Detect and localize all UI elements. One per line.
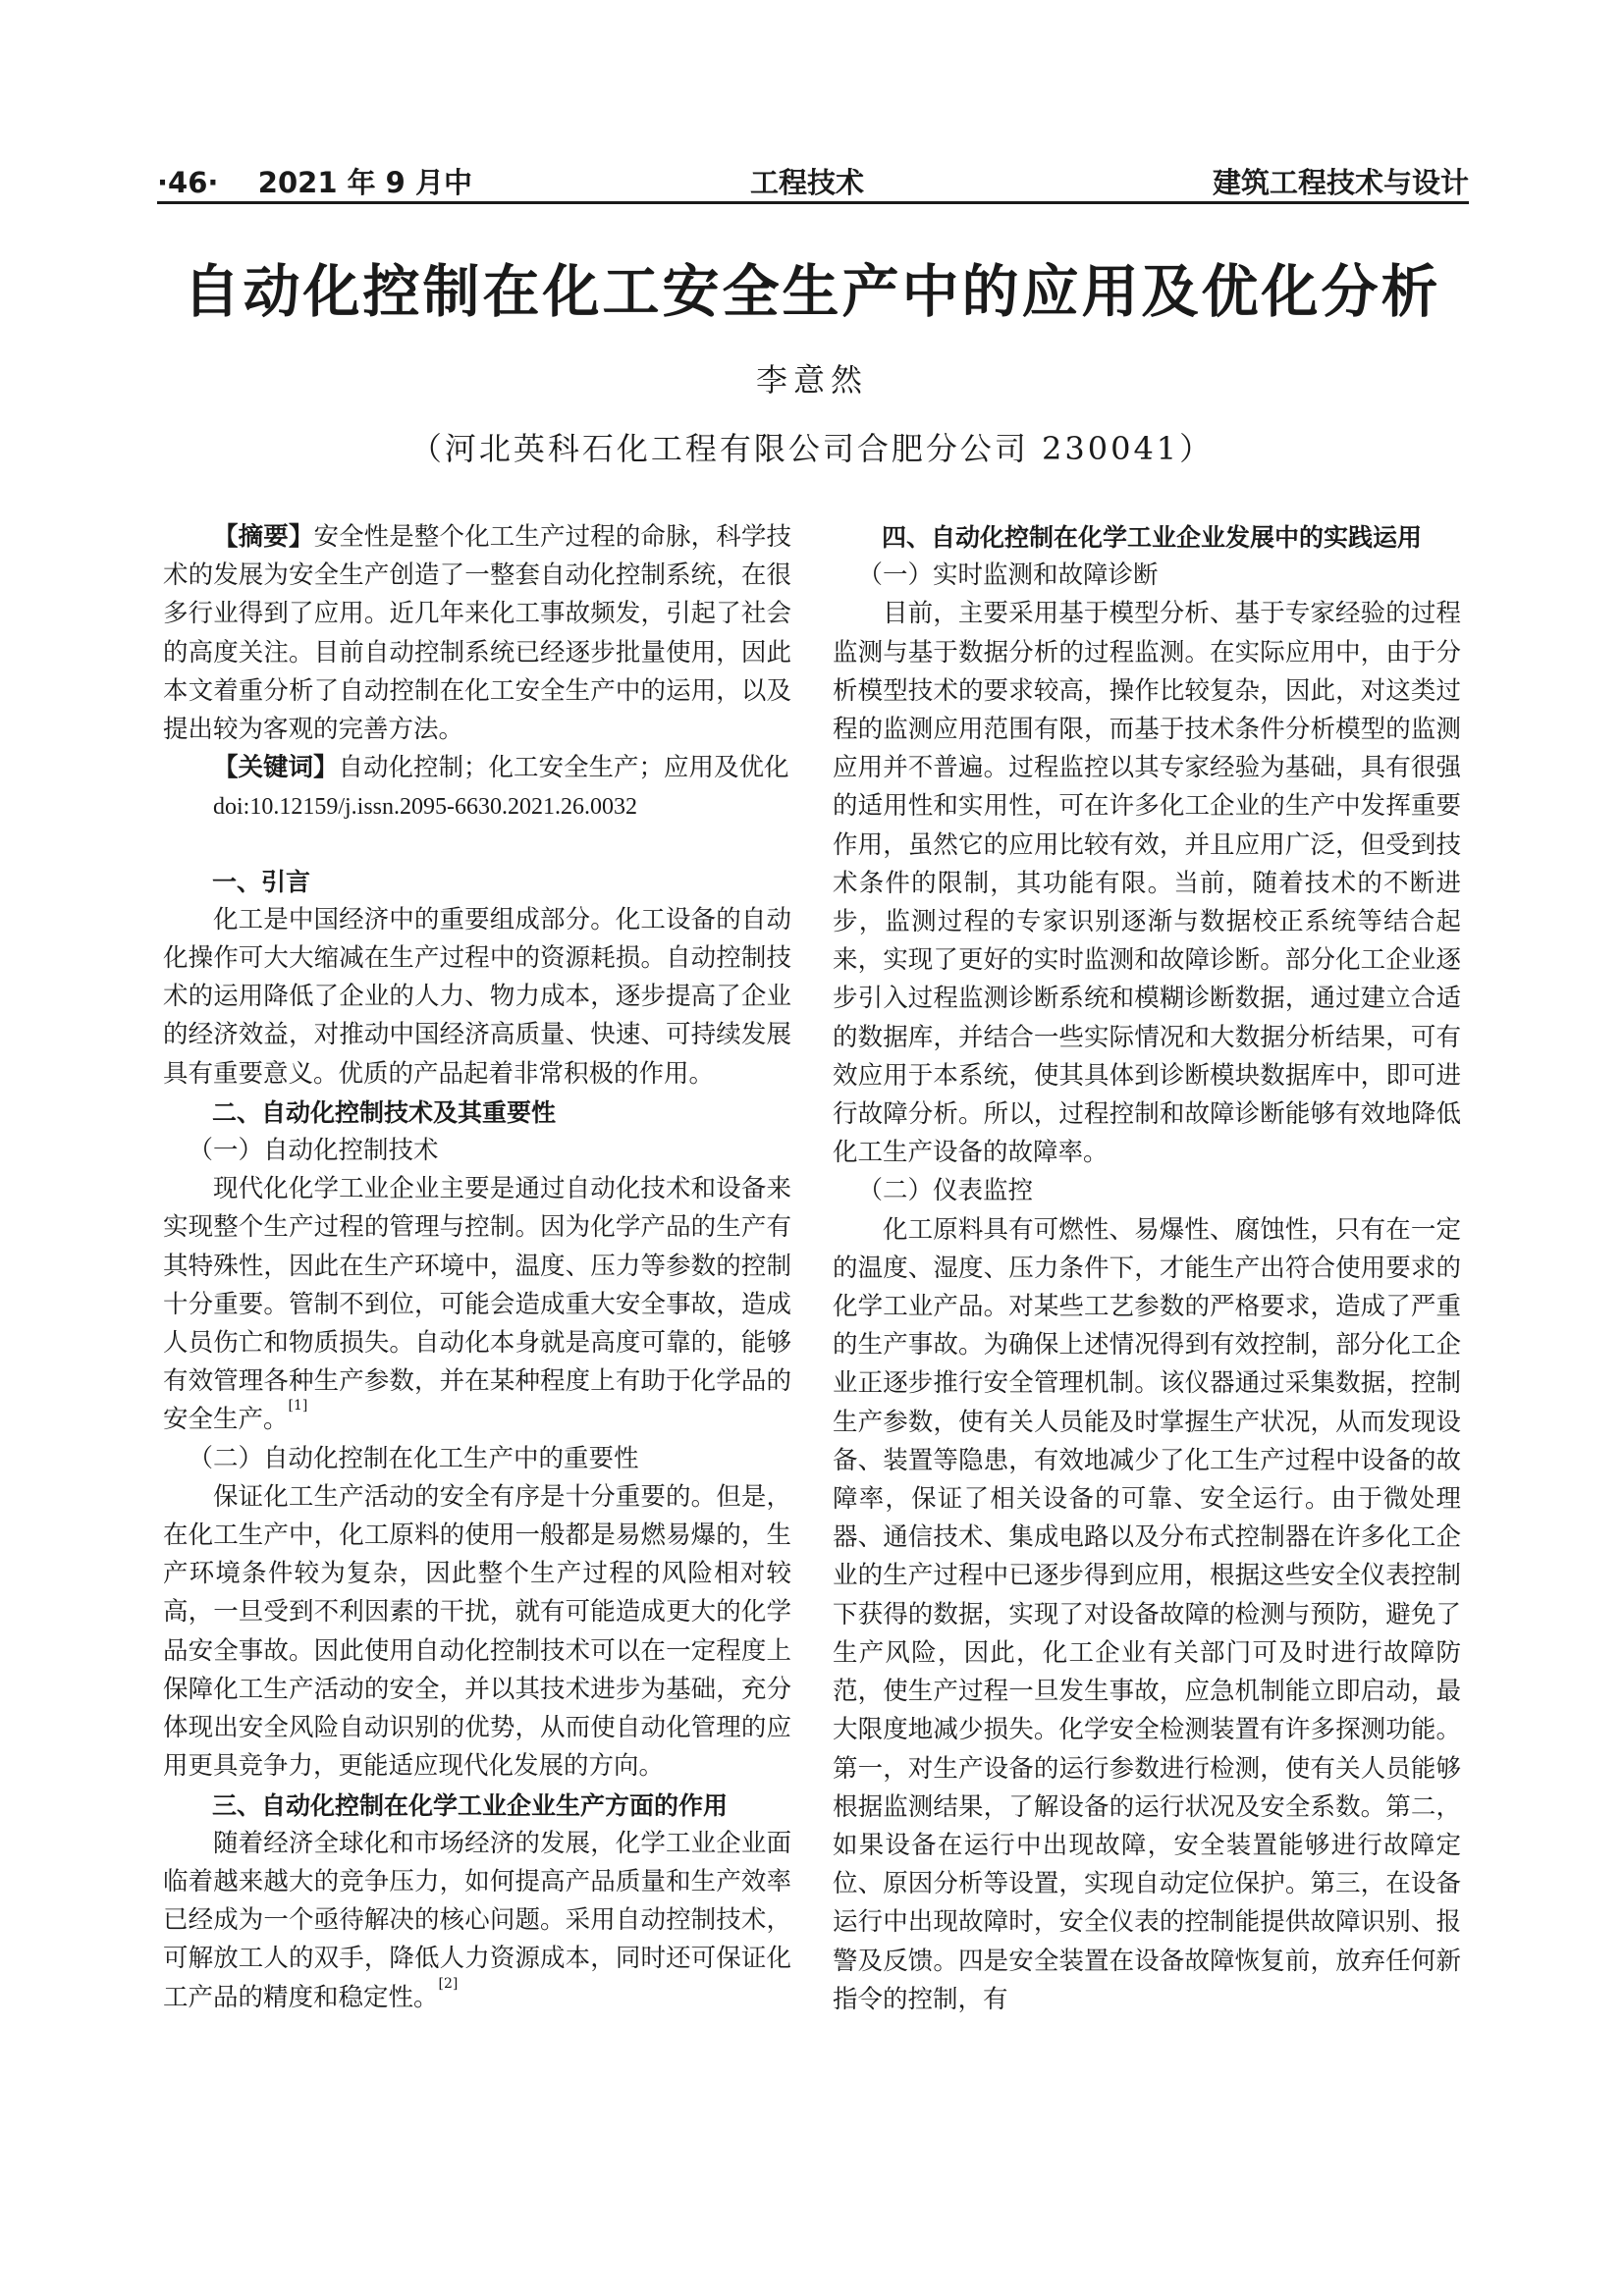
subsection-heading: （二）自动化控制在化工生产中的重要性 <box>188 1443 639 1473</box>
reference-marker: [2] <box>438 1975 459 1992</box>
section-name: 工程技术 <box>750 166 865 199</box>
section-heading-2: 二、自动化控制技术及其重要性 <box>212 1097 557 1127</box>
article-title: 自动化控制在化工安全生产中的应用及优化分析 <box>183 258 1441 325</box>
page-number-and-date <box>157 161 472 201</box>
issue-date: 2021 年 9 月中 <box>257 166 472 199</box>
section-heading-4: 四、自动化控制在化学工业企业发展中的实践运用 <box>882 523 1423 552</box>
author-name: 李意然 <box>755 361 868 399</box>
left-column <box>163 518 791 2017</box>
journal-name: 建筑工程技术与设计 <box>1212 166 1469 199</box>
running-header <box>157 155 1469 204</box>
right-column <box>833 518 1461 2019</box>
paragraph: 化工是中国经济中的重要组成部分。化工设备的自动化操作可大大缩减在生产过程中的资源耗损。自动控制技术的运用降低了企业的人力、物力成本，逐步提高了企业的经济效益，对推动中国经济高质量、快速、可持续发展具有重要意义。优质的产品起着非常积极的作用。 <box>163 904 791 1089</box>
keywords-text: 自动化控制；化工安全生产；应用及优化 <box>338 753 789 783</box>
header-rule <box>157 201 1469 204</box>
subsection-heading: （二）仪表监控 <box>857 1176 1034 1206</box>
subsection-heading: （一）自动化控制技术 <box>188 1136 439 1166</box>
abstract-label: 【摘要】 <box>213 522 314 552</box>
paragraph: 化工原料具有可燃性、易爆性、腐蚀性，只有在一定的温度、湿度、压力条件下，才能生产出符合使用要求的化学工业产品。对某些工艺参数的严格要求，造成了严重的生产事故。为确保上述情况得到有效控制，部分化工企业正逐步推行安全管理机制。该仪器通过采集数据，控制生产参数，使有关人员能及时掌握生产状况，从而发现设备、装置等隐患，有效地减少了化工生产过程中设备的故障率，保证了相关设备的可靠、安全运行。由于微处理器、通信技术、集成电路以及分布式控制器在许多化工企业的生产过程中已逐步得到应用，根据这些安全仪表控制下获得的数据，实现了对设备故障的检测与预防，避免了生产风险，因此，化工企业有关部门可及时进行故障防范，使生产过程一旦发生事故，应急机制能立即启动，最大限度地减少损失。化学安全检测装置有许多探测功能。第一，对生产设备的运行参数进行检测，使有关人员能够根据监测结果，了解设备的运行状况及安全系数。第二，如果设备在运行中出现故障，安全装置能够进行故障定位、原因分析等设置，实现自动定位保护。第三，在设备运行中出现故障时，安全仪表的控制能提供故障识别、报警及反馈。四是安全装置在设备故障恢复前，放弃任何新指令的控制，有 <box>833 1214 1461 2014</box>
page-number: ·46· <box>157 166 219 199</box>
section-heading-1: 一、引言 <box>212 867 311 896</box>
paragraph: 目前，主要采用基于模型分析、基于专家经验的过程监测与基于数据分析的过程监测。在实际应用中，由于分析模型技术的要求较高，操作比较复杂，因此，对这类过程的监测应用范围有限，而基于技术条件分析模型的监测应用并不普遍。过程监控以其专家经验为基础，具有很强的适用性和实用性，可在许多化工企业的生产中发挥重要作用，虽然它的应用比较有效，并且应用广泛，但受到技术条件的限制，其功能有限。当前，随着技术的不断进步，监测过程的专家识别逐渐与数据校正系统等结合起来，实现了更好的实时监测和故障诊断。部分化工企业逐步引入过程监测诊断系统和模糊诊断数据，通过建立合适的数据库，并结合一些实际情况和大数据分析结果，可有效应用于本系统，使其具体到诊断模块数据库中，即可进行故障分析。所以，过程控制和故障诊断能够有效地降低化工生产设备的故障率。 <box>833 599 1461 1168</box>
keywords-label: 【关键词】 <box>213 753 339 783</box>
paragraph: 随着经济全球化和市场经济的发展，化学工业企业面临着越来越大的竞争压力，如何提高产品质量和生产效率已经成为一个亟待解决的核心问题。采用自动控制技术，可解放工人的双手，降低人力资源成本，同时还可保证化工产品的精度和稳定性。[2] <box>163 1828 791 2012</box>
section-heading-3: 三、自动化控制在化学工业企业生产方面的作用 <box>212 1790 729 1820</box>
keywords <box>163 749 791 787</box>
paragraph: 保证化工生产活动的安全有序是十分重要的。但是，在化工生产中，化工原料的使用一般都是易燃易爆的，生产环境条件较为复杂，因此整个生产过程的风险相对较高，一旦受到不利因素的干扰，就有可能造成更大的化学品安全事故。因此使用自动化控制技术可以在一定程度上保障化工生产活动的安全，并以其技术进步为基础，充分体现出安全风险自动识别的优势，从而使自动化管理的应用更具竞争力，更能适应现代化发展的方向。 <box>163 1481 791 1782</box>
paragraph: 现代化化学工业企业主要是通过自动化技术和设备来实现整个生产过程的管理与控制。因为化学产品的生产有其特殊性，因此在生产环境中，温度、压力等参数的控制十分重要。管制不到位，可能会造成重大安全事故，造成人员伤亡和物质损失。自动化本身就是高度可靠的，能够有效管理各种生产参数，并在某种程度上有助于化学品的安全生产。[1] <box>163 1174 791 1435</box>
abstract <box>163 518 791 749</box>
doi: doi:10.12159/j.issn.2095-6630.2021.26.0032 <box>213 794 638 821</box>
reference-marker: [1] <box>288 1398 308 1415</box>
abstract-text: 安全性是整个化工生产过程的命脉，科学技术的发展为安全生产创造了一整套自动化控制系统，在很多行业得到了应用。近几年来化工事故频发，引起了社会的高度关注。目前自动控制系统已经逐步批量使用，因此本文着重分析了自动控制在化工安全生产中的运用，以及提出较为客观的完善方法。 <box>163 522 791 745</box>
author-affiliation: （河北英科石化工程有限公司合肥分公司 230041） <box>409 430 1215 467</box>
subsection-heading: （一）实时监测和故障诊断 <box>857 561 1159 591</box>
